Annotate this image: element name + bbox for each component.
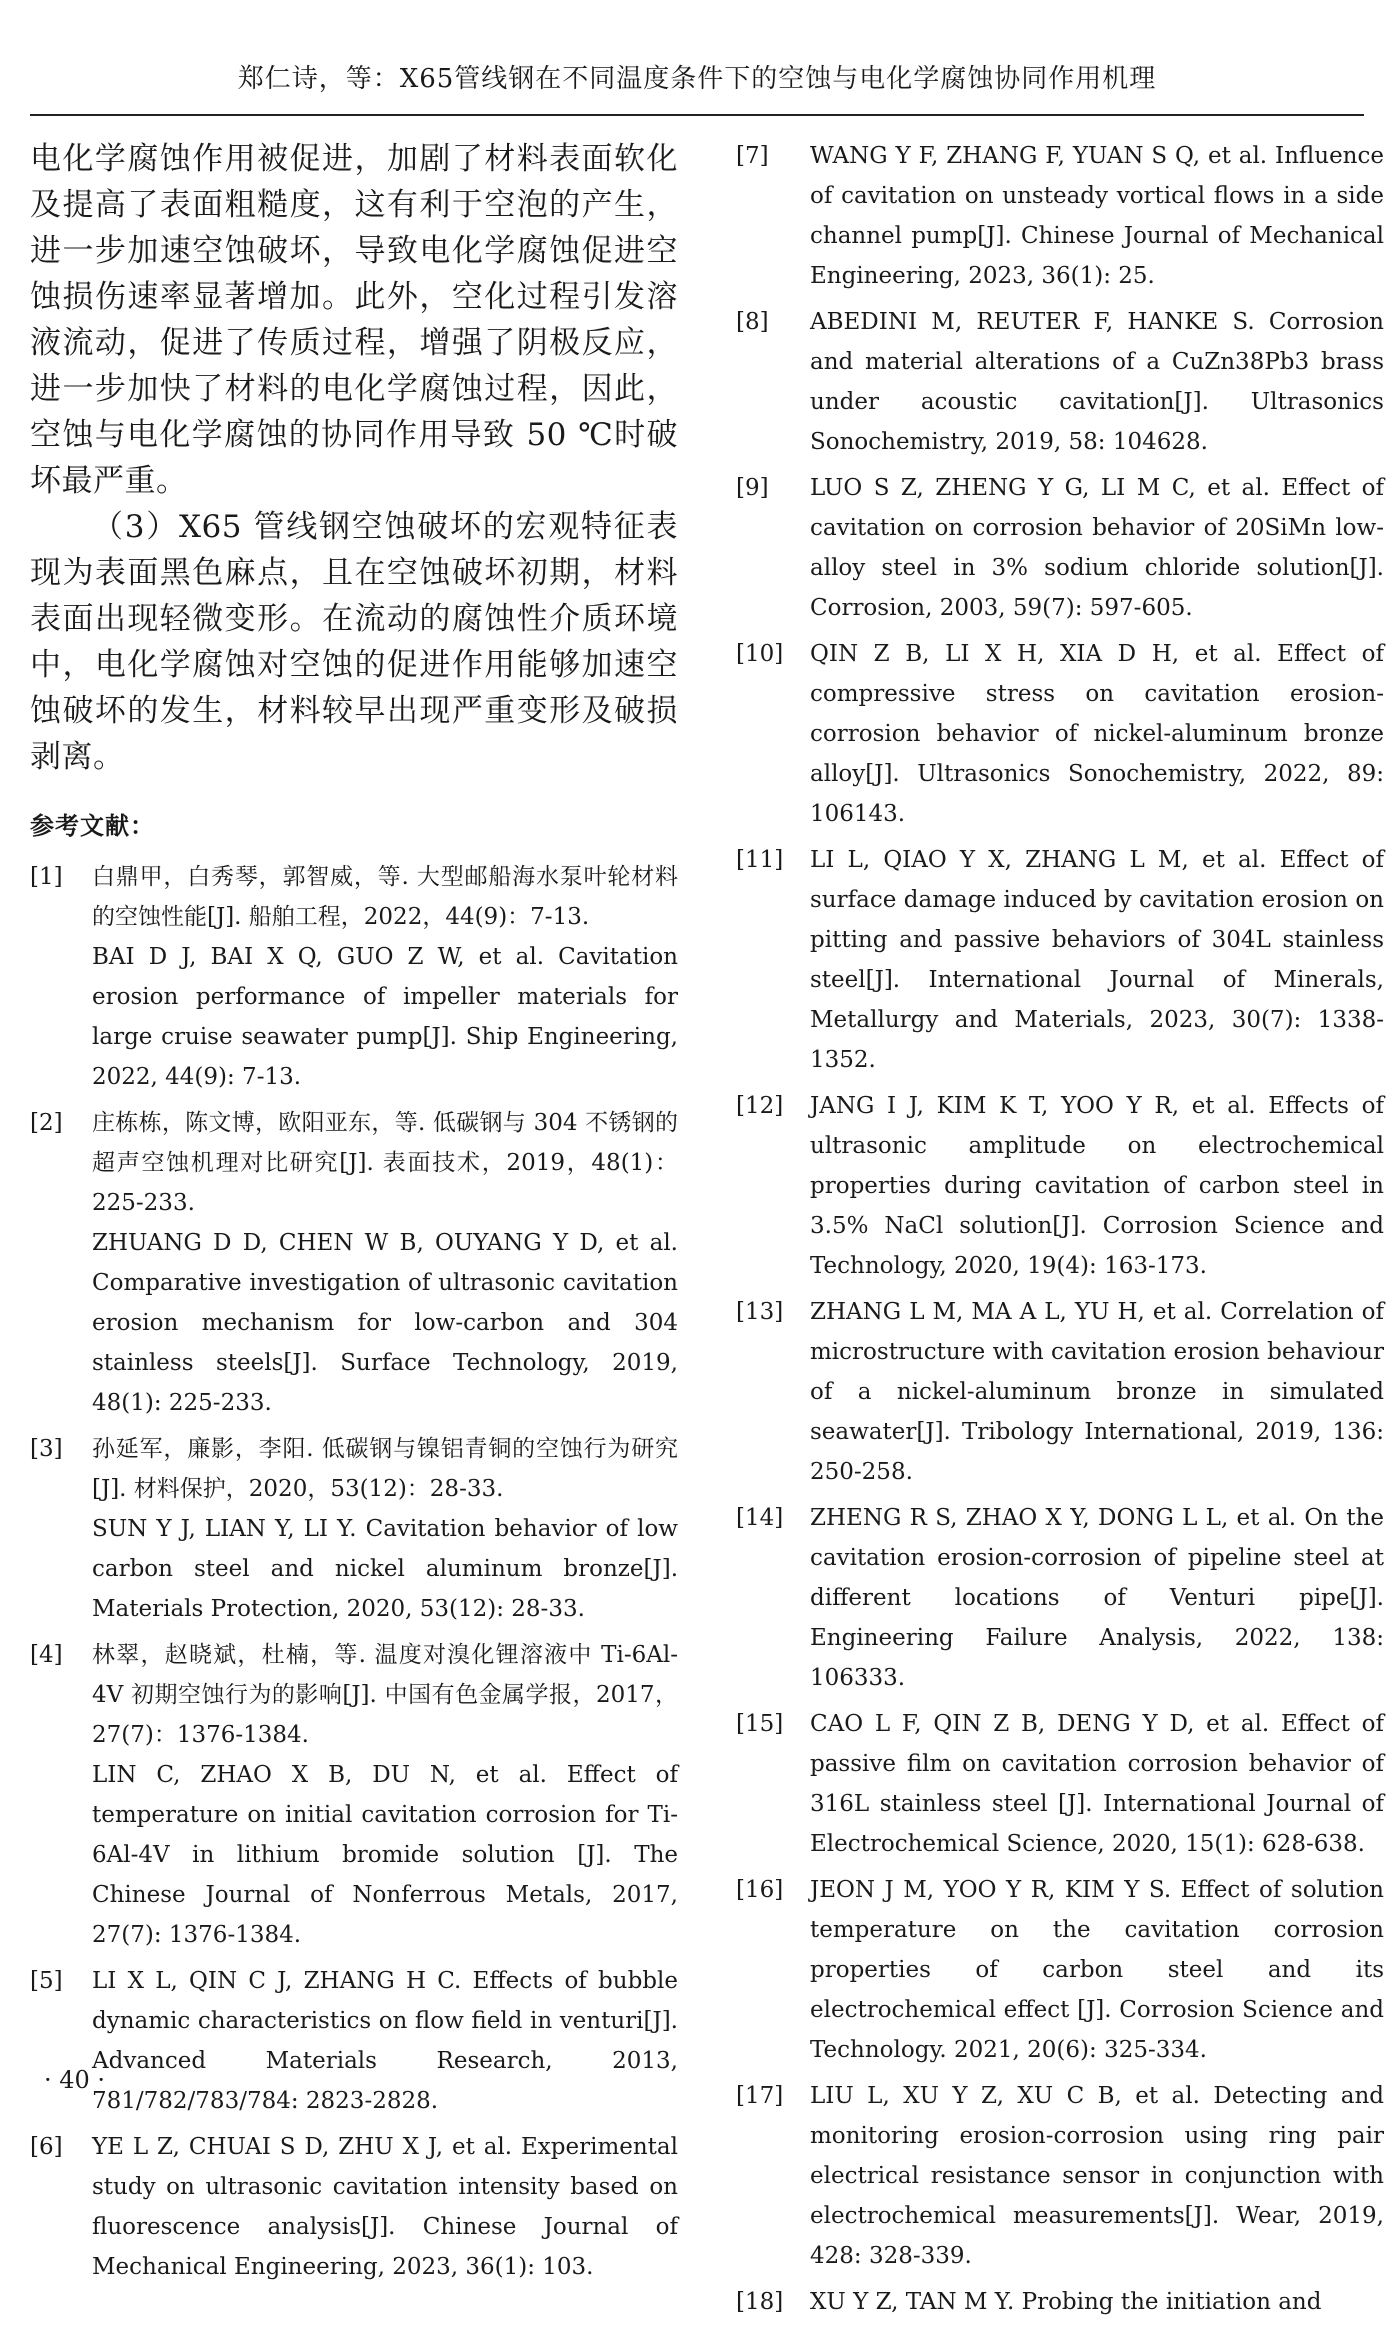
- reference-entry: [30, 1961, 678, 2121]
- reference-text-english: JANG I J, KIM K T, YOO Y R, et al. Effects of ultrasonic amplitude on electrochemical properties during cavitation of carbon steel in 3.5% NaCl solution[J]. Corrosion Science and Technology, 2020, 19(4): 163-173.: [810, 1093, 1384, 1279]
- reference-entry: [30, 1429, 678, 1629]
- reference-entry: [736, 136, 1384, 296]
- reference-text-english: WANG Y F, ZHANG F, YUAN S Q, et al. Influence of cavitation on unsteady vortical flows in a side channel pump[J]. Chinese Journal of Mechanical Engineering, 2023, 36(1): 25.: [810, 143, 1384, 289]
- reference-text-english: YE L Z, CHUAI S D, ZHU X J, et al. Experimental study on ultrasonic cavitation intensity based on fluorescence analysis[J]. Chinese Journal of Mechanical Engineering, 2023, 36(1): 103.: [92, 2134, 678, 2280]
- reference-text-english: LI L, QIAO Y X, ZHANG L M, et al. Effect of surface damage induced by cavitation erosion on pitting and passive behaviors of 304L stainless steel[J]. International Journal of Minerals, Metallurgy and Materials, 2023, 30(7): 1338-1352.: [810, 847, 1384, 1073]
- reference-text-english: ZHENG R S, ZHAO X Y, DONG L L, et al. On the cavitation erosion-corrosion of pipeline steel at different locations of Venturi pipe[J]. Engineering Failure Analysis, 2022, 138: 106333.: [810, 1505, 1384, 1691]
- reference-number: [12]: [736, 1093, 784, 1119]
- reference-entry: [736, 1086, 1384, 1286]
- reference-number: [4]: [30, 1642, 63, 1668]
- reference-number: [9]: [736, 475, 769, 501]
- reference-number: [8]: [736, 309, 769, 335]
- reference-entry: [736, 840, 1384, 1080]
- reference-number: [2]: [30, 1110, 63, 1136]
- references-list-right: [736, 136, 1384, 2322]
- reference-number: [7]: [736, 143, 769, 169]
- reference-entry: [30, 857, 678, 1097]
- reference-text-english: SUN Y J, LIAN Y, LI Y. Cavitation behavior of low carbon steel and nickel aluminum bronze[J]. Materials Protection, 2020, 53(12): 28-33.: [92, 1516, 678, 1622]
- reference-number: [17]: [736, 2083, 784, 2109]
- conclusion-paragraph: （3）X65 管线钢空蚀破坏的宏观特征表现为表面黑色麻点，且在空蚀破坏初期，材料表面出现轻微变形。在流动的腐蚀性介质环境中，电化学腐蚀对空蚀的促进作用能够加速空蚀破坏的发生，材料较早出现严重变形及破损剥离。: [30, 509, 678, 775]
- reference-number: [5]: [30, 1968, 63, 1994]
- reference-text-english: CAO L F, QIN Z B, DENG Y D, et al. Effect of passive film on cavitation corrosion behavior of 316L stainless steel [J]. International Journal of Electrochemical Science, 2020, 15(1): 628-638.: [810, 1711, 1384, 1857]
- reference-number: [13]: [736, 1299, 784, 1325]
- left-column: [30, 136, 678, 2293]
- running-header: 郑仁诗，等：X65管线钢在不同温度条件下的空蚀与电化学腐蚀协同作用机理: [30, 58, 1364, 116]
- reference-entry: [736, 1498, 1384, 1698]
- reference-number: [18]: [736, 2289, 784, 2315]
- page-number: · 40 ·: [44, 2066, 106, 2094]
- reference-entry: [736, 1870, 1384, 2070]
- reference-number: [15]: [736, 1711, 784, 1737]
- reference-text-english: ZHUANG D D, CHEN W B, OUYANG Y D, et al. Comparative investigation of ultrasonic cavitation erosion mechanism for low-carbon and 304 stainless steels[J]. Surface Technology, 2019, 48(1): 225-233.: [92, 1230, 678, 1416]
- reference-entry: [736, 2282, 1384, 2322]
- reference-number: [3]: [30, 1436, 63, 1462]
- reference-entry: [736, 1292, 1384, 1492]
- reference-entry: [736, 468, 1384, 628]
- reference-text-english: ZHANG L M, MA A L, YU H, et al. Correlation of microstructure with cavitation erosion behaviour of a nickel-aluminum bronze in simulated seawater[J]. Tribology International, 2019, 136: 250-258.: [810, 1299, 1384, 1485]
- body-paragraph: 电化学腐蚀作用被促进，加剧了材料表面软化及提高了表面粗糙度，这有利于空泡的产生，进一步加速空蚀破坏，导致电化学腐蚀促进空蚀损伤速率显著增加。此外，空化过程引发溶液流动，促进了传质过程，增强了阴极反应，进一步加快了材料的电化学腐蚀过程，因此，空蚀与电化学腐蚀的协同作用导致 50 ℃时破坏最严重。: [30, 141, 678, 499]
- reference-entry: [30, 2127, 678, 2287]
- reference-text-english: ABEDINI M, REUTER F, HANKE S. Corrosion and material alterations of a CuZn38Pb3 brass under acoustic cavitation[J]. Ultrasonics Sonochemistry, 2019, 58: 104628.: [810, 309, 1384, 455]
- right-column: [736, 136, 1384, 2328]
- reference-text-chinese: 庄栋栋，陈文博，欧阳亚东，等. 低碳钢与 304 不锈钢的超声空蚀机理对比研究[J]. 表面技术，2019，48(1)：225-233.: [92, 1110, 678, 1216]
- reference-entry: [736, 302, 1384, 462]
- reference-entry: [736, 2076, 1384, 2276]
- reference-text-english: JEON J M, YOO Y R, KIM Y S. Effect of solution temperature on the cavitation corrosion properties of carbon steel and its electrochemical effect [J]. Corrosion Science and Technology. 2021, 20(6): 325-334.: [810, 1877, 1384, 2063]
- reference-text-english: LIU L, XU Y Z, XU C B, et al. Detecting and monitoring erosion-corrosion using ring pair electrical resistance sensor in conjunction with electrochemical measurements[J]. Wear, 2019, 428: 328-339.: [810, 2083, 1384, 2269]
- reference-number: [1]: [30, 864, 63, 890]
- reference-text-english: LUO S Z, ZHENG Y G, LI M C, et al. Effect of cavitation on corrosion behavior of 20SiMn low-alloy steel in 3% sodium chloride solution[J]. Corrosion, 2003, 59(7): 597-605.: [810, 475, 1384, 621]
- reference-text-english: QIN Z B, LI X H, XIA D H, et al. Effect of compressive stress on cavitation erosion-corrosion behavior of nickel-aluminum bronze alloy[J]. Ultrasonics Sonochemistry, 2022, 89: 106143.: [810, 641, 1384, 827]
- reference-entry: [30, 1635, 678, 1955]
- references-heading: 参考文献：: [30, 811, 155, 840]
- reference-entry: [736, 634, 1384, 834]
- reference-text-chinese: 白鼎甲，白秀琴，郭智威，等. 大型邮船海水泵叶轮材料的空蚀性能[J]. 船舶工程，2022，44(9)：7-13.: [92, 864, 678, 930]
- reference-number: [16]: [736, 1877, 784, 1903]
- reference-text-english: BAI D J, BAI X Q, GUO Z W, et al. Cavitation erosion performance of impeller materials for large cruise seawater pump[J]. Ship Engineering, 2022, 44(9): 7-13.: [92, 944, 678, 1090]
- reference-text-chinese: 林翠，赵晓斌，杜楠，等. 温度对溴化锂溶液中 Ti-6Al-4V 初期空蚀行为的影响[J]. 中国有色金属学报，2017，27(7)：1376-1384.: [92, 1642, 678, 1748]
- reference-entry: [736, 1704, 1384, 1864]
- references-list-left: [30, 857, 678, 2287]
- reference-number: [11]: [736, 847, 784, 873]
- reference-entry: [30, 1103, 678, 1423]
- reference-number: [14]: [736, 1505, 784, 1531]
- reference-text-english: LIN C, ZHAO X B, DU N, et al. Effect of temperature on initial cavitation corrosion for Ti-6Al-4V in lithium bromide solution [J]. The Chinese Journal of Nonferrous Metals, 2017, 27(7): 1376-1384.: [92, 1762, 678, 1948]
- reference-number: [10]: [736, 641, 784, 667]
- reference-number: [6]: [30, 2134, 63, 2160]
- reference-text-english: LI X L, QIN C J, ZHANG H C. Effects of bubble dynamic characteristics on flow field in venturi[J]. Advanced Materials Research, 2013, 781/782/783/784: 2823-2828.: [92, 1968, 678, 2114]
- reference-text-english: XU Y Z, TAN M Y. Probing the initiation and: [810, 2289, 1322, 2315]
- reference-text-chinese: 孙延军，廉影，李阳. 低碳钢与镍铝青铜的空蚀行为研究[J]. 材料保护，2020，53(12)：28-33.: [92, 1436, 678, 1502]
